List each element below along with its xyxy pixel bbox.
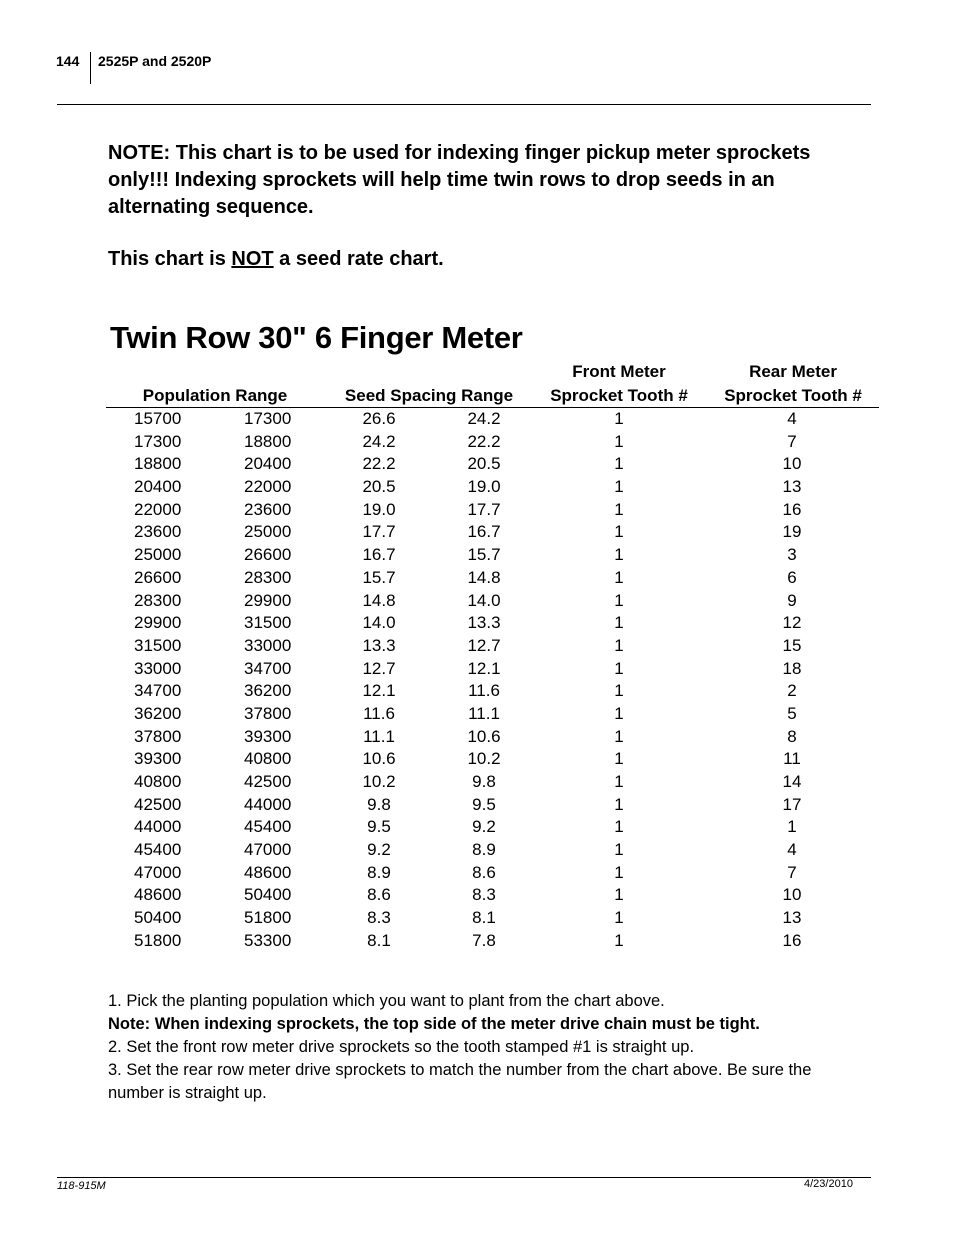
cell-rear-tooth: 19 [782, 522, 802, 542]
cell-pop-from: 37800 [134, 726, 182, 746]
cell-pop-to: 18800 [244, 431, 292, 451]
table-row [0, 884, 954, 907]
cell-pop-to: 53300 [244, 930, 292, 950]
cell-rear-tooth: 6 [787, 567, 797, 587]
cell-spacing-from: 9.8 [367, 794, 391, 814]
cell-pop-from: 40800 [134, 772, 182, 791]
cell-spacing-to: 12.1 [467, 658, 501, 678]
cell-spacing-to: 9.5 [472, 794, 496, 814]
sub-note-underlined: NOT [231, 248, 274, 270]
cell-front-tooth: 1 [614, 613, 624, 633]
cell-pop-from: 17300 [134, 431, 182, 451]
cell-rear-tooth: 13 [782, 908, 802, 928]
cell-pop-to: 40800 [244, 749, 292, 769]
cell-front-tooth: 1 [614, 477, 624, 497]
cell-front-tooth: 1 [614, 817, 624, 837]
header-rule [57, 104, 871, 105]
cell-spacing-from: 17.7 [362, 522, 396, 542]
table-row [0, 635, 954, 658]
cell-rear-tooth: 10 [782, 454, 802, 474]
cell-front-tooth: 1 [614, 545, 624, 565]
page-number: 144 [56, 53, 80, 69]
cell-rear-tooth: 7 [787, 862, 797, 882]
cell-pop-from: 51800 [134, 930, 182, 950]
header-front-meter [536, 360, 702, 408]
cell-pop-to: 29900 [244, 590, 292, 610]
cell-spacing-from: 13.3 [362, 635, 396, 655]
cell-pop-to: 42500 [244, 772, 292, 791]
chart-title: Twin Row 30" 6 Finger Meter [110, 320, 523, 355]
cell-pop-to: 31500 [244, 613, 292, 633]
cell-front-tooth: 1 [614, 908, 624, 928]
cell-spacing-to: 22.2 [467, 431, 501, 451]
cell-pop-from: 39300 [134, 749, 182, 769]
cell-pop-from: 25000 [134, 545, 182, 565]
cell-spacing-from: 12.1 [362, 681, 396, 701]
cell-pop-from: 50400 [134, 908, 182, 928]
note-paragraph: NOTE: This chart is to be used for indexing finger pickup meter sprockets only!!! Indexing sprockets will help time twin rows to drop seeds in an alternating sequence. [108, 142, 811, 218]
cell-spacing-from: 8.6 [367, 885, 391, 905]
cell-spacing-to: 16.7 [467, 522, 501, 542]
cell-rear-tooth: 13 [782, 477, 802, 497]
cell-spacing-from: 11.6 [363, 703, 395, 723]
cell-spacing-from: 11.1 [363, 726, 395, 746]
cell-pop-from: 44000 [134, 817, 182, 837]
header-front-line2: Sprocket Tooth # [550, 386, 688, 405]
cell-pop-to: 47000 [244, 840, 292, 860]
table-row [0, 680, 954, 703]
instruction-bold-note: Note: When indexing sprockets, the top side of the meter drive chain must be tight. [108, 1015, 760, 1033]
cell-pop-from: 15700 [134, 409, 182, 428]
cell-spacing-from: 10.2 [362, 772, 396, 791]
cell-pop-from: 26600 [134, 567, 182, 587]
cell-pop-from: 23600 [134, 522, 182, 542]
cell-front-tooth: 1 [614, 772, 624, 791]
table-row [0, 590, 954, 613]
document-number: 118-915M [57, 1180, 106, 1192]
table-row [0, 907, 954, 930]
header-front-line1: Front Meter [572, 362, 666, 381]
cell-front-tooth: 1 [614, 681, 624, 701]
table-row [0, 771, 954, 794]
header-rear-line1: Rear Meter [749, 362, 837, 381]
cell-spacing-from: 10.6 [362, 749, 396, 769]
cell-spacing-to: 19.0 [467, 477, 501, 497]
cell-rear-tooth: 1 [787, 817, 797, 837]
cell-rear-tooth: 2 [787, 681, 797, 701]
header-seed-spacing-range: Seed Spacing Range [344, 386, 514, 405]
cell-pop-to: 26600 [244, 545, 292, 565]
cell-spacing-from: 9.2 [367, 840, 391, 860]
cell-pop-from: 47000 [134, 862, 182, 882]
sub-note-suffix: a seed rate chart. [273, 248, 444, 270]
cell-rear-tooth: 5 [787, 703, 797, 723]
table-row [0, 521, 954, 544]
cell-spacing-to: 20.5 [467, 454, 501, 474]
table-row [0, 567, 954, 590]
cell-spacing-to: 8.1 [472, 908, 496, 928]
cell-rear-tooth: 8 [787, 726, 797, 746]
document-date: 4/23/2010 [804, 1178, 853, 1190]
cell-pop-to: 33000 [244, 635, 292, 655]
table-row [0, 748, 954, 771]
header-divider [90, 52, 91, 84]
cell-spacing-to: 11.6 [468, 681, 500, 701]
table-row [0, 431, 954, 454]
cell-front-tooth: 1 [614, 522, 624, 542]
table-row [0, 476, 954, 499]
cell-rear-tooth: 11 [783, 749, 801, 769]
table-row [0, 658, 954, 681]
cell-rear-tooth: 14 [782, 772, 802, 791]
header-rear-line2: Sprocket Tooth # [724, 386, 862, 405]
cell-spacing-to: 14.8 [467, 567, 501, 587]
cell-pop-to: 45400 [244, 817, 292, 837]
table-row [0, 453, 954, 476]
cell-pop-from: 33000 [134, 658, 182, 678]
cell-pop-from: 18800 [134, 454, 182, 474]
cell-pop-to: 50400 [244, 885, 292, 905]
instructions [108, 990, 868, 1105]
cell-pop-from: 29900 [134, 613, 182, 633]
cell-pop-to: 39300 [244, 726, 292, 746]
cell-spacing-to: 10.2 [467, 749, 501, 769]
sprocket-table [0, 408, 954, 953]
cell-pop-from: 42500 [134, 794, 182, 814]
cell-pop-to: 28300 [244, 567, 292, 587]
table-row [0, 408, 954, 431]
table-row [0, 544, 954, 567]
cell-rear-tooth: 18 [782, 658, 802, 678]
instruction-step-2: 2. Set the front row meter drive sprockets so the tooth stamped #1 is straight up. [108, 1038, 695, 1056]
cell-pop-to: 36200 [244, 681, 292, 701]
cell-pop-to: 51800 [244, 908, 292, 928]
cell-spacing-to: 9.8 [472, 772, 496, 791]
cell-front-tooth: 1 [614, 590, 624, 610]
cell-pop-to: 17300 [244, 409, 292, 428]
cell-spacing-from: 15.7 [362, 567, 396, 587]
cell-rear-tooth: 17 [782, 794, 802, 814]
cell-rear-tooth: 16 [782, 930, 802, 950]
cell-pop-from: 20400 [134, 477, 182, 497]
cell-front-tooth: 1 [614, 658, 624, 678]
cell-front-tooth: 1 [614, 703, 624, 723]
cell-pop-to: 34700 [244, 658, 292, 678]
table-row [0, 930, 954, 953]
cell-spacing-from: 8.1 [367, 930, 391, 950]
header-rear-meter [710, 360, 876, 408]
cell-spacing-from: 19.0 [362, 499, 396, 519]
cell-front-tooth: 1 [614, 885, 624, 905]
cell-front-tooth: 1 [614, 749, 624, 769]
cell-front-tooth: 1 [614, 840, 624, 860]
sub-note-prefix: This chart is [108, 248, 232, 270]
cell-front-tooth: 1 [614, 454, 624, 474]
cell-pop-to: 44000 [244, 794, 292, 814]
cell-pop-from: 48600 [134, 885, 182, 905]
cell-front-tooth: 1 [614, 726, 624, 746]
cell-front-tooth: 1 [614, 499, 624, 519]
cell-spacing-from: 16.7 [362, 545, 396, 565]
model-title: 2525P and 2520P [98, 53, 212, 69]
cell-front-tooth: 1 [614, 862, 624, 882]
cell-spacing-to: 8.3 [472, 885, 496, 905]
cell-front-tooth: 1 [614, 409, 624, 428]
cell-spacing-to: 11.1 [468, 703, 500, 723]
cell-pop-to: 20400 [244, 454, 292, 474]
table-row [0, 612, 954, 635]
cell-pop-from: 34700 [134, 681, 182, 701]
cell-rear-tooth: 3 [787, 545, 797, 565]
cell-pop-from: 22000 [134, 499, 182, 519]
cell-spacing-from: 9.5 [367, 817, 391, 837]
cell-spacing-from: 8.3 [367, 908, 391, 928]
instruction-step-3: 3. Set the rear row meter drive sprockets to match the number from the chart above. Be sure the number is straight up. [108, 1061, 812, 1102]
cell-rear-tooth: 15 [782, 635, 802, 655]
cell-spacing-to: 7.8 [472, 930, 496, 950]
cell-pop-from: 45400 [134, 840, 182, 860]
table-row [0, 839, 954, 862]
cell-spacing-from: 14.0 [362, 613, 396, 633]
cell-spacing-from: 20.5 [362, 477, 396, 497]
cell-front-tooth: 1 [614, 794, 624, 814]
cell-rear-tooth: 7 [787, 431, 797, 451]
instruction-step-1: 1. Pick the planting population which you want to plant from the chart above. [108, 992, 665, 1010]
header-population-range: Population Range [142, 386, 288, 405]
table-row [0, 703, 954, 726]
footer-rule [57, 1177, 871, 1178]
cell-pop-from: 28300 [134, 590, 182, 610]
cell-pop-from: 31500 [134, 635, 182, 655]
cell-spacing-from: 26.6 [362, 409, 396, 428]
table-row [0, 794, 954, 817]
cell-front-tooth: 1 [614, 635, 624, 655]
cell-rear-tooth: 10 [782, 885, 802, 905]
cell-spacing-to: 24.2 [467, 409, 501, 428]
cell-rear-tooth: 4 [787, 840, 797, 860]
cell-rear-tooth: 9 [787, 590, 797, 610]
cell-spacing-from: 24.2 [362, 431, 396, 451]
cell-spacing-to: 17.7 [467, 499, 501, 519]
cell-spacing-to: 14.0 [467, 590, 501, 610]
table-row [0, 816, 954, 839]
table-row [0, 499, 954, 522]
cell-pop-to: 48600 [244, 862, 292, 882]
cell-spacing-to: 8.9 [472, 840, 496, 860]
cell-pop-to: 37800 [244, 703, 292, 723]
cell-spacing-from: 22.2 [362, 454, 396, 474]
cell-rear-tooth: 16 [782, 499, 802, 519]
cell-front-tooth: 1 [614, 930, 624, 950]
cell-rear-tooth: 4 [787, 409, 797, 428]
cell-front-tooth: 1 [614, 567, 624, 587]
cell-spacing-from: 12.7 [362, 658, 396, 678]
cell-spacing-to: 12.7 [467, 635, 501, 655]
cell-spacing-from: 14.8 [362, 590, 396, 610]
not-seed-rate-note [108, 248, 444, 271]
cell-spacing-to: 9.2 [472, 817, 496, 837]
cell-spacing-to: 10.6 [467, 726, 501, 746]
table-row [0, 726, 954, 749]
cell-pop-to: 23600 [244, 499, 292, 519]
cell-front-tooth: 1 [614, 431, 624, 451]
cell-pop-to: 22000 [244, 477, 292, 497]
cell-spacing-from: 8.9 [367, 862, 391, 882]
cell-spacing-to: 13.3 [467, 613, 501, 633]
cell-spacing-to: 15.7 [467, 545, 501, 565]
cell-spacing-to: 8.6 [472, 862, 496, 882]
cell-pop-from: 36200 [134, 703, 182, 723]
cell-rear-tooth: 12 [782, 613, 802, 633]
cell-pop-to: 25000 [244, 522, 292, 542]
table-row [0, 862, 954, 885]
